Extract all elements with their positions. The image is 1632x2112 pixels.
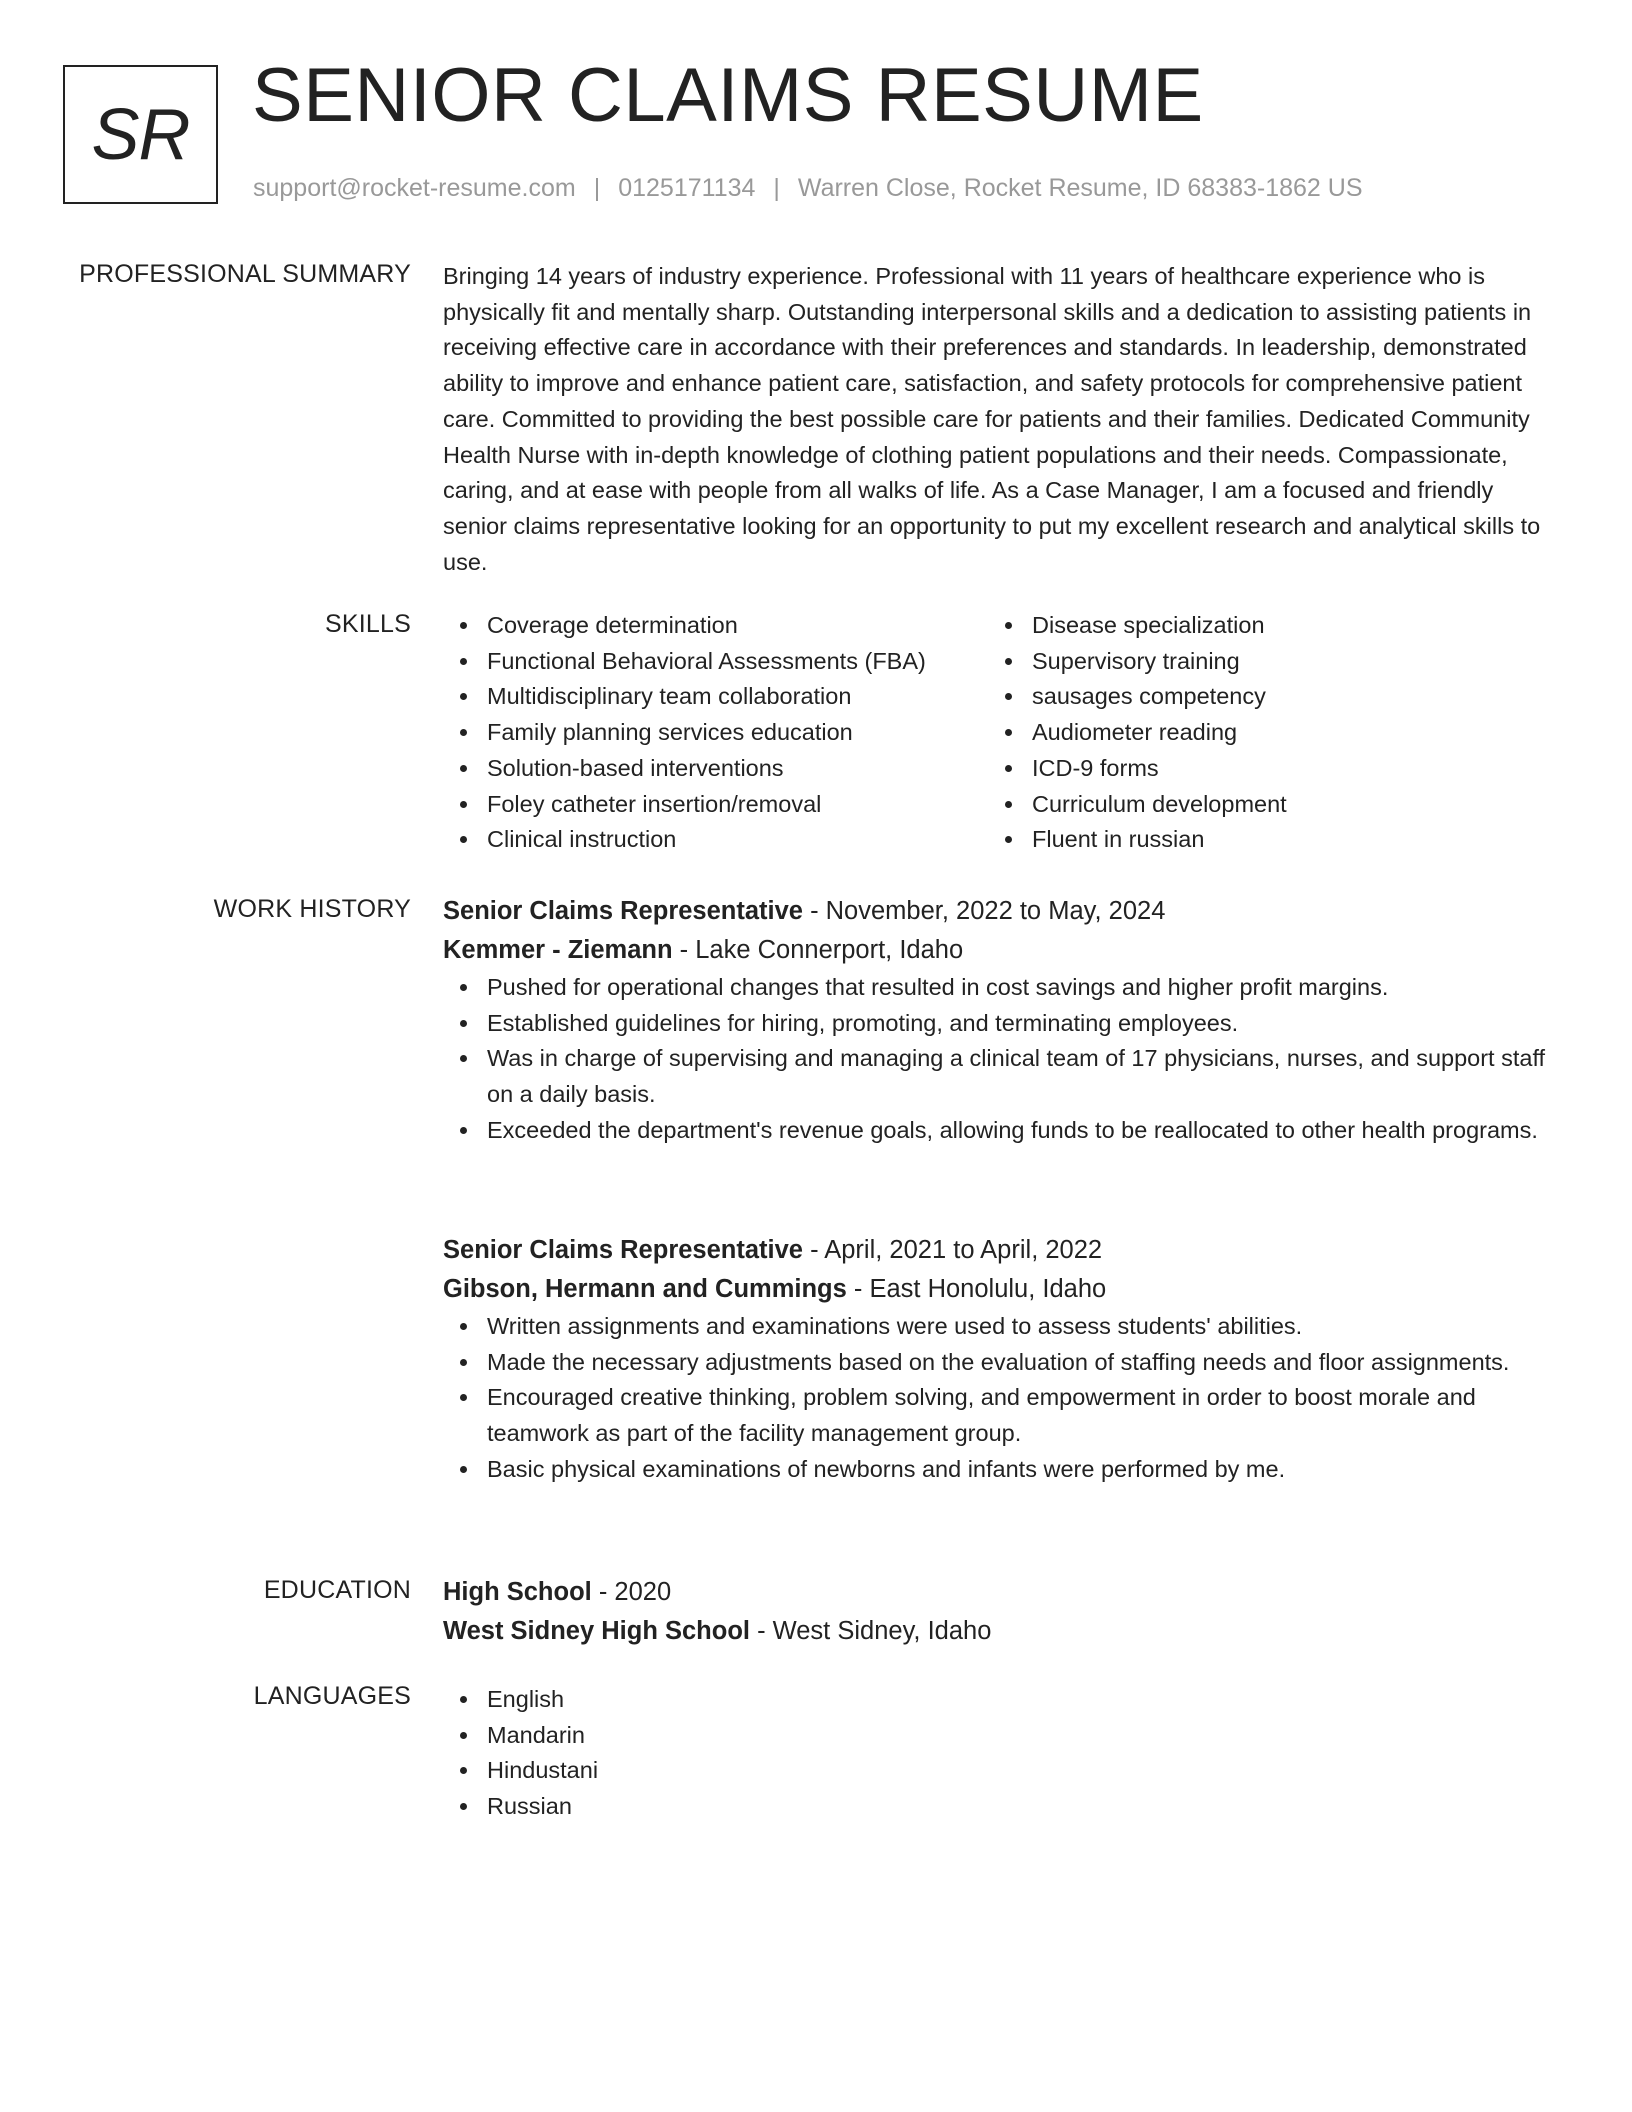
initials-monogram — [63, 65, 218, 204]
job-location: - East Honolulu, Idaho — [846, 1275, 1107, 1303]
contact-line — [253, 174, 1363, 203]
job-title: Senior Claims Representative — [443, 1236, 803, 1264]
contact-email: support@rocket-resume.com — [253, 174, 576, 202]
job-duty: Made the necessary adjustments based on the evaluation of staffing needs and floor assignments. — [443, 1345, 1553, 1381]
job-company: Kemmer - Ziemann — [443, 936, 673, 964]
job-entry — [443, 1231, 1553, 1488]
skill-item: Functional Behavioral Assessments (FBA) — [443, 644, 983, 680]
job-dates: - November, 2022 to May, 2024 — [802, 897, 1166, 925]
skills-list-right — [988, 608, 1528, 858]
skill-item: sausages competency — [988, 679, 1528, 715]
skill-item: Disease specialization — [988, 608, 1528, 644]
skill-item: Supervisory training — [988, 644, 1528, 680]
education-location: - West Sidney, Idaho — [749, 1617, 992, 1645]
skill-item: Foley catheter insertion/removal — [443, 787, 983, 823]
job-company-line — [443, 931, 1553, 970]
skill-item: Fluent in russian — [988, 822, 1528, 858]
skill-item: Family planning services education — [443, 715, 983, 751]
section-label-work: WORK HISTORY — [213, 895, 411, 923]
section-label-education: EDUCATION — [263, 1576, 411, 1604]
language-item: Hindustani — [443, 1753, 1553, 1789]
job-duty: Was in charge of supervising and managing a clinical team of 17 physicians, nurses, and support staff on a daily basis. — [443, 1041, 1553, 1112]
section-label-languages: LANGUAGES — [253, 1682, 411, 1710]
job-company: Gibson, Hermann and Cummings — [443, 1275, 847, 1303]
skill-item: Solution-based interventions — [443, 751, 983, 787]
skill-item: Clinical instruction — [443, 822, 983, 858]
language-item: Mandarin — [443, 1718, 1553, 1754]
languages-content — [443, 1682, 1553, 1825]
education-school-line — [443, 1612, 1553, 1651]
job-company-line — [443, 1270, 1553, 1309]
section-label-skills: SKILLS — [325, 610, 411, 638]
job-duty: Written assignments and examinations were used to assess students' abilities. — [443, 1309, 1553, 1345]
contact-separator: | — [593, 174, 601, 202]
job-duty: Exceeded the department's revenue goals, allowing funds to be reallocated to other health programs. — [443, 1113, 1553, 1149]
initials: SR — [91, 94, 190, 175]
resume-title: SENIOR CLAIMS RESUME — [252, 53, 1204, 138]
language-item: Russian — [443, 1789, 1553, 1825]
job-duty: Basic physical examinations of newborns and infants were performed by me. — [443, 1452, 1553, 1488]
job-title-line — [443, 892, 1553, 931]
contact-phone: 0125171134 — [618, 174, 756, 202]
job-duties — [443, 1309, 1553, 1488]
summary-content — [443, 259, 1553, 580]
job-duty: Encouraged creative thinking, problem solving, and empowerment in order to boost morale and teamwork as part of the facility management group. — [443, 1380, 1553, 1451]
job-location: - Lake Connerport, Idaho — [672, 936, 964, 964]
summary-text: Bringing 14 years of industry experience. Professional with 11 years of healthcare experience who is physically fit and mentally sharp. Outstanding interpersonal skills and a dedication to assisting patients in receiving effective care in accordance with their preferences and standards. In leadership, demonstrated ability to improve and enhance patient care, satisfaction, and safety protocols for comprehensive patient care. Committed to providing the best possible care for patients and their families. Dedicated Community Health Nurse with in-depth knowledge of clothing patient populations and their needs. Compassionate, caring, and at ease with people from all walks of life. As a Case Manager, I am a focused and friendly senior claims representative looking for an opportunity to put my excellent research and analytical skills to use. — [443, 263, 1541, 575]
languages-list — [443, 1682, 1553, 1825]
skills-list-left — [443, 608, 983, 858]
job-entry — [443, 892, 1553, 1149]
job-title-line — [443, 1231, 1553, 1270]
job-duty: Pushed for operational changes that resulted in cost savings and higher profit margins. — [443, 970, 1553, 1006]
skill-item: Audiometer reading — [988, 715, 1528, 751]
skill-item: Curriculum development — [988, 787, 1528, 823]
contact-separator: | — [773, 174, 780, 202]
education-school: West Sidney High School — [443, 1617, 750, 1645]
education-content — [443, 1573, 1553, 1651]
skill-item: ICD-9 forms — [988, 751, 1528, 787]
skill-item: Multidisciplinary team collaboration — [443, 679, 983, 715]
job-duty: Established guidelines for hiring, promoting, and terminating employees. — [443, 1006, 1553, 1042]
job-duties — [443, 970, 1553, 1149]
job-dates: - April, 2021 to April, 2022 — [802, 1236, 1103, 1264]
section-label-summary: PROFESSIONAL SUMMARY — [79, 260, 411, 288]
contact-address: Warren Close, Rocket Resume, ID 68383-1862 US — [797, 174, 1363, 202]
job-title: Senior Claims Representative — [443, 897, 803, 925]
skill-item: Coverage determination — [443, 608, 983, 644]
language-item: English — [443, 1682, 1553, 1718]
education-degree: High School — [443, 1578, 592, 1606]
skills-content — [443, 608, 1553, 868]
education-year: - 2020 — [591, 1578, 672, 1606]
education-degree-line — [443, 1573, 1553, 1612]
